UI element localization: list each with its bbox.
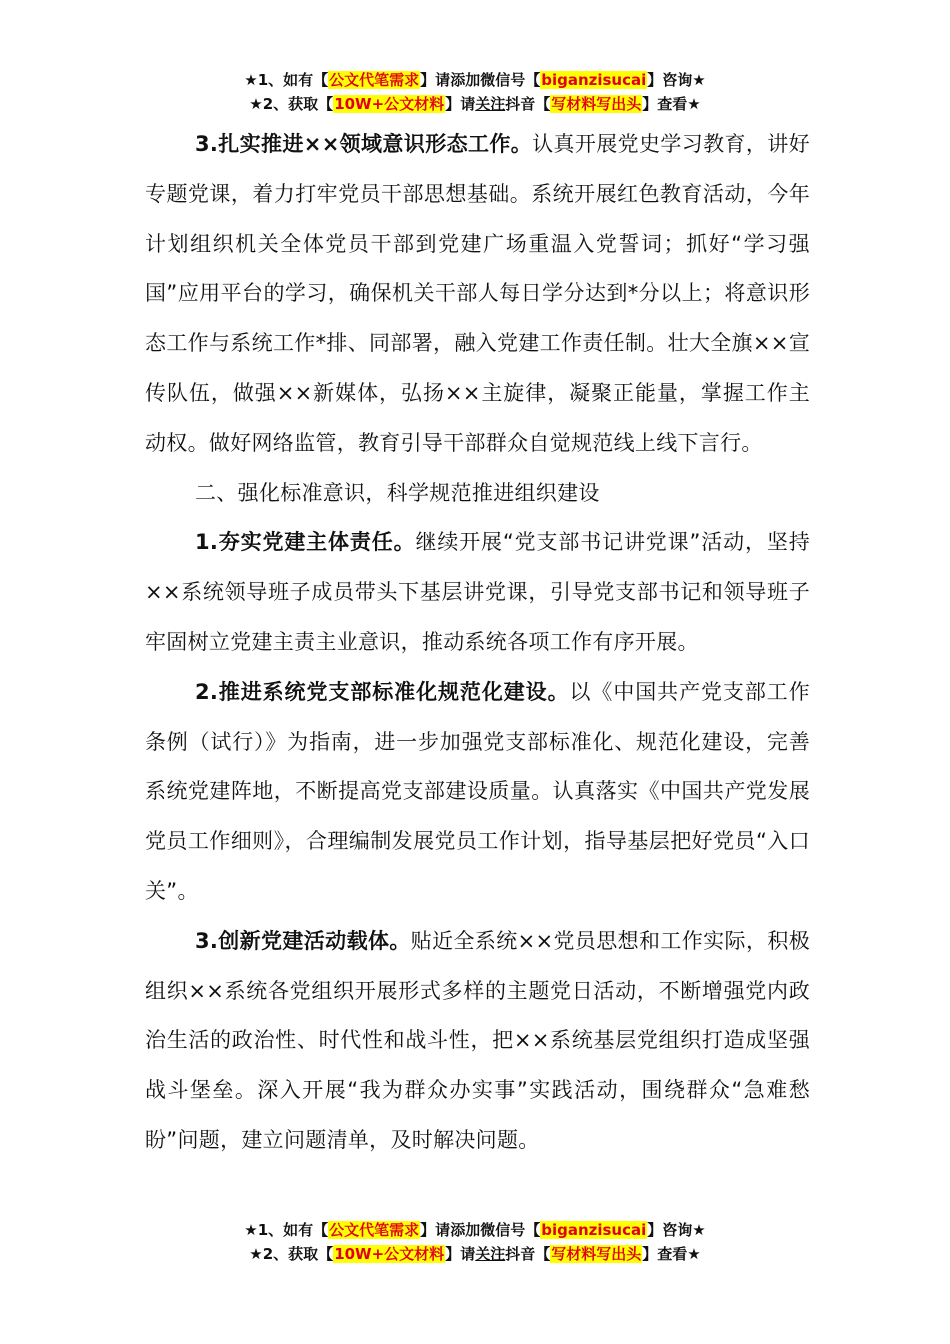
section-heading <box>145 469 810 519</box>
banner-highlight: 10W+公文材料 <box>334 1245 445 1263</box>
banner-emphasis: 添加 <box>450 71 481 89</box>
banner-highlight: biganzisucai <box>541 1221 647 1239</box>
banner-highlight: 公文代笔需求 <box>329 1221 420 1239</box>
banner-highlight: 10W+公文材料 <box>334 95 445 113</box>
banner-text: 抖音【 <box>505 1245 551 1263</box>
banner-text: 】请 <box>445 1245 476 1263</box>
paragraph-text: 认真开展党史学习教育，讲好专题党课，着力打牢党员干部思想基础。系统开展红色教育活动，今年计划组织机关全体党员干部到党建广场重温入党誓词；抓好“学习强国”应用平台的学习，确保机关干部人每日学分达到*分以上；将意识形态工作与系统工作*排、同部署，融入党建工作责任制。壮大全旗××宣传队伍，做强××新媒体，弘扬××主旋律，凝聚正能量，掌握工作主动权。做好网络监管，教育引导干部群众自觉规范线上线下言行。 <box>145 132 810 455</box>
banner-highlight: biganzisucai <box>541 71 647 89</box>
banner-highlight: 写材料写出头 <box>551 95 642 113</box>
banner-highlight: 写材料写出头 <box>551 1245 642 1263</box>
paragraph-text: 以《中国共产党支部工作条例（试行）》为指南，进一步加强党支部标准化、规范化建设，完善系统党建阵地，不断提高党支部建设质量。认真落实《中国共产党发展党员工作细则》，合理编制发展党员工作计划，指导基层把好党员“入口关”。 <box>145 679 810 903</box>
banner-line-1 <box>0 1218 950 1242</box>
footer-banner <box>0 1218 950 1266</box>
banner-text: 】查看★ <box>642 1245 701 1263</box>
banner-text: ★2、获取【 <box>249 95 334 113</box>
banner-emphasis: 关注 <box>475 95 506 113</box>
banner-emphasis: 添加 <box>450 1221 481 1239</box>
banner-text: ★2、获取【 <box>249 1245 334 1263</box>
section-heading-text: 二、强化标准意识，科学规范推进组织建设 <box>195 480 600 505</box>
paragraph-text: 继续开展“党支部书记讲党课”活动，坚持××系统领导班子成员带头下基层讲党课，引导党支部书记和领导班子牢固树立党建主责主业意识，推动系统各项工作有序开展。 <box>145 530 810 654</box>
paragraph-ideology-work <box>145 120 810 469</box>
banner-text: 】请 <box>445 95 476 113</box>
banner-highlight: 公文代笔需求 <box>329 71 420 89</box>
banner-line-1 <box>0 68 950 92</box>
header-banner <box>0 68 950 116</box>
paragraph-text: 贴近全系统××党员思想和工作实际，积极组织××系统各党组织开展形式多样的主题党日活动，不断增强党内政治生活的政治性、时代性和战斗性，把××系统基层党组织打造成坚强战斗堡垒。深入开展“我为群众办实事”实践活动，围绕群众“急难愁盼”问题，建立问题清单，及时解决问题。 <box>145 928 811 1152</box>
banner-text: 微信号【 <box>480 1221 541 1239</box>
banner-line-2 <box>0 92 950 116</box>
paragraph-lead: 1.夯实党建主体责任。 <box>195 530 416 555</box>
paragraph-lead: 3.扎实推进××领域意识形态工作。 <box>195 132 533 156</box>
banner-text: 】咨询★ <box>647 1221 706 1239</box>
document-body <box>145 120 810 1166</box>
banner-text: 】请 <box>420 1221 451 1239</box>
banner-text: ★1、如有【 <box>244 1221 329 1239</box>
banner-line-2 <box>0 1242 950 1266</box>
banner-text: 微信号【 <box>480 71 541 89</box>
paragraph-party-responsibility <box>145 518 810 667</box>
banner-text: 抖音【 <box>505 95 551 113</box>
banner-text: 】查看★ <box>642 95 701 113</box>
banner-text: 】请 <box>420 71 451 89</box>
paragraph-branch-standardization <box>145 668 810 917</box>
banner-text: ★1、如有【 <box>244 71 329 89</box>
banner-emphasis: 关注 <box>475 1245 506 1263</box>
paragraph-lead: 2.推进系统党支部标准化规范化建设。 <box>195 679 570 704</box>
banner-text: 】咨询★ <box>647 71 706 89</box>
paragraph-activity-innovation <box>145 917 810 1166</box>
paragraph-lead: 3.创新党建活动载体。 <box>195 928 411 953</box>
